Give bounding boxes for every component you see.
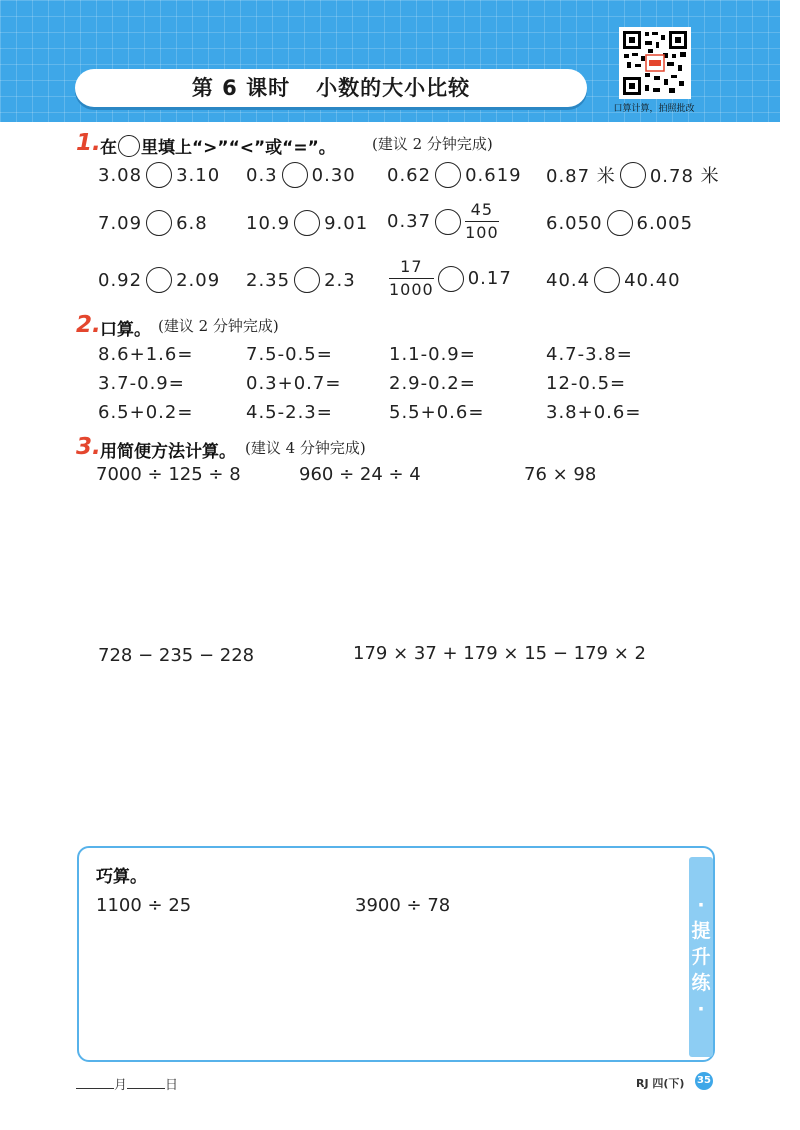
compare-item <box>98 267 220 293</box>
compare-right: 40.40 <box>624 269 681 291</box>
answer-circle[interactable] <box>146 267 172 293</box>
compare-right: 3.10 <box>176 164 221 186</box>
mental-calc-item: 4.5-2.3= <box>246 402 333 423</box>
mental-calc-item: 1.1-0.9= <box>389 344 476 365</box>
mental-calc-item: 6.5+0.2= <box>98 402 194 423</box>
date-field <box>76 1074 178 1093</box>
compare-right: 0.30 <box>311 164 356 186</box>
mental-calc-item: 2.9-0.2= <box>389 373 476 394</box>
compare-left: 0.92 <box>98 269 143 291</box>
fraction-numerator: 45 <box>470 200 494 219</box>
side-tab-char: 练 <box>691 972 711 994</box>
mental-calc-item: 3.7-0.9= <box>98 373 185 394</box>
answer-circle[interactable] <box>607 210 633 236</box>
compare-item <box>246 162 356 188</box>
compare-left: 7.09 <box>98 212 143 234</box>
qr-code[interactable] <box>619 27 691 99</box>
compare-left: 2.35 <box>246 269 291 291</box>
side-tab-char: · <box>697 894 705 916</box>
compare-item <box>387 201 499 242</box>
compare-right: 6.8 <box>176 212 208 234</box>
section-1-title <box>100 133 336 158</box>
compare-left: 3.08 <box>98 164 143 186</box>
compare-left: 6.050 <box>546 212 603 234</box>
compare-left: 0.62 <box>387 164 432 186</box>
mental-calc-item: 3.8+0.6= <box>546 402 642 423</box>
answer-circle[interactable] <box>435 209 461 235</box>
answer-circle[interactable] <box>282 162 308 188</box>
section-1-title-after: 里填上“>”“<”或“=”。 <box>141 138 336 158</box>
expression: 179 × 37 + 179 × 15 − 179 × 2 <box>353 643 646 664</box>
month-label: 月 <box>114 1078 128 1093</box>
answer-circle[interactable] <box>435 162 461 188</box>
extra-title: 巧算。 <box>96 867 147 887</box>
mental-calc-item: 0.3+0.7= <box>246 373 342 394</box>
compare-item <box>246 267 356 293</box>
expression: 7000 ÷ 125 ÷ 8 <box>96 464 241 485</box>
fraction-denominator: 100 <box>465 223 499 242</box>
answer-circle[interactable] <box>620 162 646 188</box>
compare-right: 2.3 <box>324 269 356 291</box>
page-number: 35 <box>695 1072 713 1090</box>
fraction-denominator: 1000 <box>389 280 434 299</box>
book-code: RJ 四(下) <box>636 1077 685 1090</box>
compare-right: 2.09 <box>176 269 221 291</box>
side-tab-char: · <box>697 998 705 1020</box>
compare-left: 40.4 <box>546 269 591 291</box>
compare-right: 0.78 米 <box>649 166 720 187</box>
day-label: 日 <box>165 1078 179 1093</box>
section-1-number: 1. <box>76 130 101 156</box>
compare-left: 0.37 <box>387 211 432 232</box>
section-3-title: 用简便方法计算。 <box>100 442 236 462</box>
compare-item <box>246 210 368 236</box>
mental-calc-item: 4.7-3.8= <box>546 344 633 365</box>
topic-label: 小数的大小比较 <box>316 76 471 100</box>
answer-circle[interactable] <box>146 162 172 188</box>
compare-right: 6.005 <box>636 212 694 234</box>
expression: 3900 ÷ 78 <box>355 895 451 916</box>
compare-left: 0.3 <box>246 164 278 186</box>
compare-item <box>389 258 512 299</box>
mental-calc-item: 8.6+1.6= <box>98 344 194 365</box>
fraction-numerator: 17 <box>400 257 423 276</box>
circle-icon <box>118 135 140 157</box>
fraction <box>389 258 434 299</box>
mental-calc-item: 5.5+0.6= <box>389 402 485 423</box>
lesson-label: 第 6 课时 <box>191 76 291 100</box>
compare-item <box>98 210 208 236</box>
expression: 1100 ÷ 25 <box>96 895 192 916</box>
compare-item <box>546 162 720 188</box>
compare-right: 0.619 <box>465 164 522 186</box>
section-3-hint: (建议 4 分钟完成) <box>245 439 366 457</box>
qr-code-icon <box>621 29 689 97</box>
section-2-title: 口算。 <box>100 320 151 340</box>
answer-circle[interactable] <box>594 267 620 293</box>
section-3-number: 3. <box>76 434 101 460</box>
fraction-bar <box>465 221 499 222</box>
day-blank[interactable] <box>127 1088 165 1089</box>
expression: 728 − 235 − 228 <box>98 645 255 666</box>
month-blank[interactable] <box>76 1088 114 1089</box>
side-tab-improve <box>689 857 713 1057</box>
answer-circle[interactable] <box>294 210 320 236</box>
qr-caption: 口算计算，拍照批改 <box>613 104 695 114</box>
compare-right: 0.17 <box>467 268 512 289</box>
fraction <box>465 201 499 242</box>
extra-practice-box <box>77 846 715 1062</box>
side-tab-char: 提 <box>691 920 711 942</box>
side-tab-char: 升 <box>691 946 711 968</box>
expression: 960 ÷ 24 ÷ 4 <box>299 464 421 485</box>
compare-item <box>98 162 220 188</box>
mental-calc-item: 7.5-0.5= <box>246 344 333 365</box>
compare-right: 9.01 <box>324 212 369 234</box>
title-bar <box>75 69 587 107</box>
compare-left: 10.9 <box>246 212 291 234</box>
expression: 76 × 98 <box>524 464 597 485</box>
answer-circle[interactable] <box>438 266 464 292</box>
section-2-hint: (建议 2 分钟完成) <box>158 317 279 335</box>
compare-item <box>546 210 693 236</box>
section-1-hint: (建议 2 分钟完成) <box>372 135 493 153</box>
page-title <box>75 69 587 107</box>
compare-item <box>387 162 522 188</box>
answer-circle[interactable] <box>146 210 172 236</box>
mental-calc-item: 12-0.5= <box>546 373 627 394</box>
answer-circle[interactable] <box>294 267 320 293</box>
section-1-title-before: 在 <box>100 138 117 158</box>
compare-left: 0.87 米 <box>546 166 616 187</box>
fraction-bar <box>389 278 434 279</box>
section-2-number: 2. <box>76 312 101 338</box>
compare-item <box>546 267 681 293</box>
